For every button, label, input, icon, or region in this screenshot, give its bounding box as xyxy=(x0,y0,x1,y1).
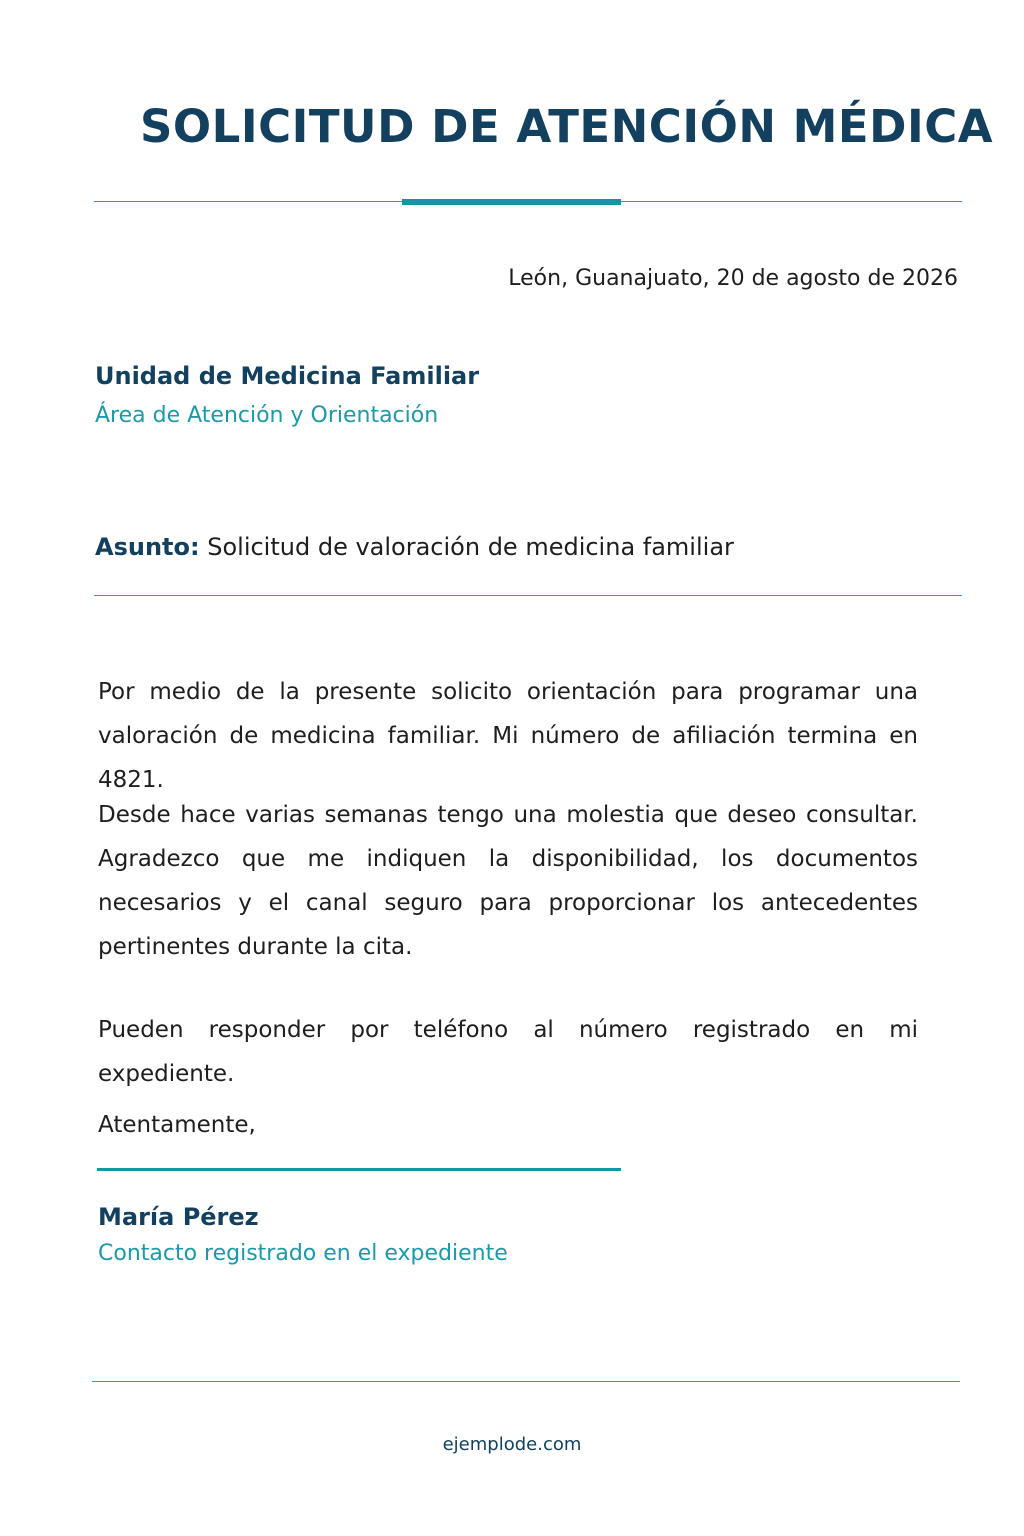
subject-text: Solicitud de valoración de medicina familiar xyxy=(207,533,734,561)
signature-line xyxy=(97,1168,621,1171)
footer-divider xyxy=(92,1381,960,1382)
closing-salutation: Atentamente, xyxy=(98,1112,256,1138)
signer-contact: Contacto registrado en el expediente xyxy=(98,1241,508,1266)
subject-line xyxy=(95,533,734,561)
body-paragraph-2: Desde hace varias semanas tengo una molestia que deseo consultar. Agradezco que me indiquen la disponibilidad, los documentos necesarios y el canal seguro para proporcionar los antecedentes pertinentes durante la cita. xyxy=(98,802,918,960)
subject-divider xyxy=(94,595,962,596)
signer-name: María Pérez xyxy=(98,1203,259,1231)
subject-label: Asunto: xyxy=(95,533,200,561)
title-accent-bar xyxy=(402,199,621,205)
body-paragraph-1: Por medio de la presente solicito orientación para programar una valoración de medicina familiar. Mi número de afiliación termina en 4821. xyxy=(98,679,918,793)
body-paragraph-3: Pueden responder por teléfono al número registrado en mi expediente. xyxy=(98,1017,918,1087)
recipient-name: Unidad de Medicina Familiar xyxy=(95,362,480,390)
footer-site: ejemplode.com xyxy=(442,1434,582,1455)
recipient-area: Área de Atención y Orientación xyxy=(95,403,439,428)
document-title: SOLICITUD DE ATENCIÓN MÉDICA xyxy=(140,100,994,153)
date-line: León, Guanajuato, 20 de agosto de 2026 xyxy=(508,266,958,291)
